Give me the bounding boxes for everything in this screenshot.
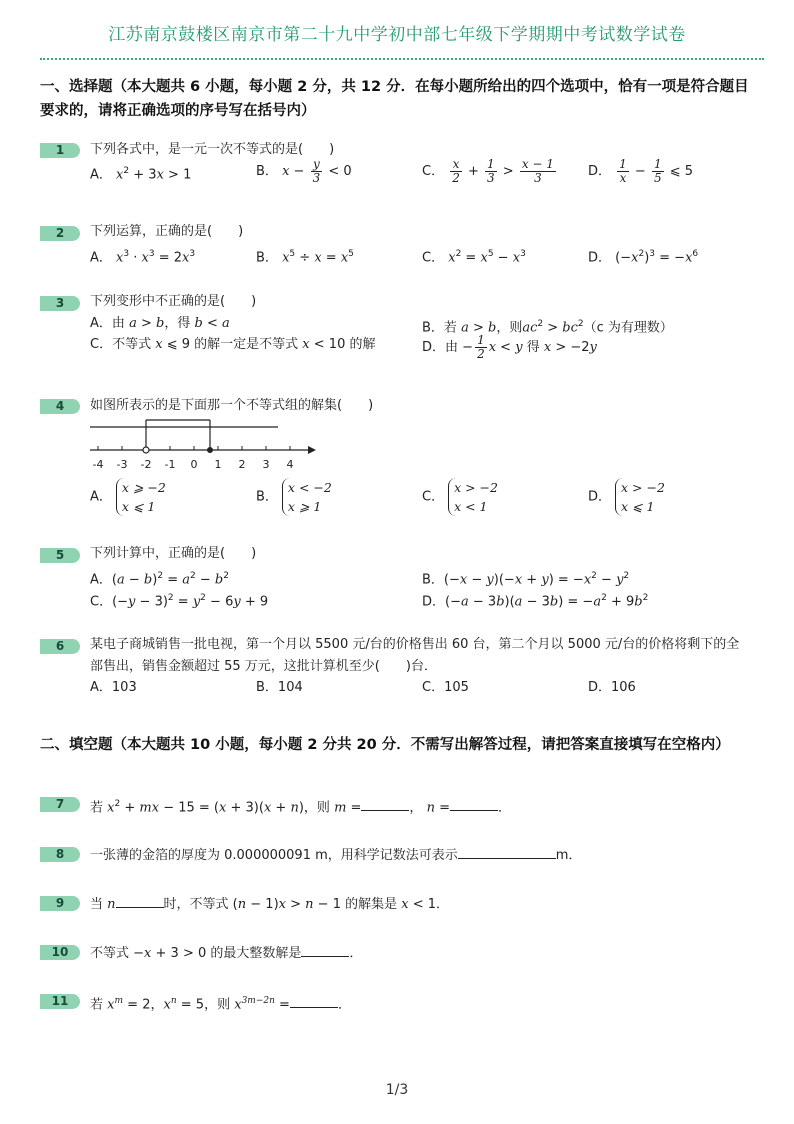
q4-option-b: B．x < −2 x ⩾ 1 [256, 480, 332, 514]
q2-option-c: C． $x^2 = x^5 - x^3$ [422, 249, 526, 266]
q6-option-a: A．103 [90, 680, 137, 695]
q5-option-a: A．$(a - b)^2 = a^2 - b^2$ [90, 571, 229, 588]
answer-blank-q9[interactable] [116, 893, 164, 908]
number-line-tick-label: 3 [262, 458, 270, 471]
question-6-stem: 某电子商城销售一批电视，第一个月以 5500 元/台的价格售出 60 台，第二个月以 5000 元/台的价格将剩下的全部售出，销售金额超过 55 万元，这批计算机至少( )台． [90, 637, 740, 674]
q6-option-d: D．106 [588, 680, 636, 695]
question-number-4: 4 [40, 399, 80, 414]
q2-option-b: B． $x^5 \div x = x^5$ [256, 249, 354, 266]
question-number-7: 7 [40, 797, 80, 812]
q1-option-a: A． $x^2 + 3x > 1$ [90, 166, 192, 183]
question-7-stem: 若 $x^2$ + mx − 15 = (x + 3)(x + n)，则 m = ， n = ． [90, 794, 511, 818]
number-line-tick-label: 2 [238, 458, 246, 471]
question-number-9: 9 [40, 896, 80, 911]
q4-option-a: A．x ⩾ −2 x ⩽ 1 [90, 480, 166, 514]
q5-option-b: B．$(-x - y)(-x + y) = -x^2 - y^2$ [422, 571, 630, 588]
q2-option-d: D． $(-x^2)^3 = -x^6$ [588, 249, 699, 266]
q5-option-c: C．$(-y - 3)^2 = y^2 - 6y + 9$ [90, 593, 269, 610]
question-1-stem: 下列各式中，是一元一次不等式的是( ) [90, 142, 335, 157]
question-4-stem: 如图所表示的是下面那一个不等式组的解集( ) [90, 398, 374, 413]
q6-option-c: C．105 [422, 680, 469, 695]
number-line-tick-label: 1 [214, 458, 222, 471]
question-2-stem: 下列运算，正确的是( ) [90, 224, 244, 239]
q3-option-c: C．不等式 x ⩽ 9 的解一定是不等式 x < 10 的解 [90, 337, 376, 352]
number-line-tick-label: 0 [190, 458, 198, 471]
number-line-tick-label: 4 [286, 458, 294, 471]
axis-arrow-icon [308, 446, 316, 454]
page-number: 1/3 [385, 1082, 409, 1098]
section-2-heading: 二、填空题（本大题共 10 小题，每小题 2 分共 20 分．不需写出解答过程，请把答案直接填写在空格内） [40, 737, 730, 753]
open-point [143, 447, 149, 453]
question-number-2: 2 [40, 226, 80, 241]
question-number-3: 3 [40, 296, 80, 311]
number-line-tick-label: -2 [140, 458, 152, 471]
question-number-6: 6 [40, 639, 80, 654]
question-3-stem: 下列变形中不正确的是( ) [90, 294, 257, 309]
number-line-tick-label: -1 [164, 458, 176, 471]
q3-option-b: B．若 a > b，则$ac^2 > bc^2(c$ 为有理数） [422, 319, 673, 336]
q4-option-d: D．x > −2 x ⩽ 1 [588, 480, 665, 514]
question-10-stem: 不等式 −x + 3 > 0 的最大整数解是 ． [90, 942, 362, 964]
question-5-stem: 下列计算中，正确的是( ) [90, 546, 257, 561]
question-number-8: 8 [40, 847, 80, 862]
q1-option-b: B． x − $\frac{y}{3}$ < 0 [256, 157, 352, 185]
q6-option-b: B．104 [256, 680, 303, 695]
q2-option-a: A． $x^3 \cdot x^3 = 2x^3$ [90, 249, 196, 266]
q3-option-d: D．由 − $\frac{1}{2}$ x < y 得 x > −2y [422, 333, 597, 361]
answer-blank-q8[interactable] [458, 844, 556, 859]
document-title: 江苏南京鼓楼区南京市第二十九中学初中部七年级下学期期中考试数学试卷 [108, 25, 686, 45]
answer-blank-m[interactable] [361, 796, 409, 811]
question-number-11: 11 [40, 994, 80, 1009]
question-8-stem: 一张薄的金箔的厚度为 0.000000091 m，用科学记数法可表示 m． [90, 844, 581, 866]
answer-blank-n[interactable] [450, 796, 498, 811]
question-number-5: 5 [40, 548, 80, 563]
question-11-stem: 若 $x^m = 2$，$x^n = 5$，则 $x^{3m-2n}$ = ． [90, 991, 351, 1015]
question-number-1: 1 [40, 143, 80, 158]
number-line-tick-label: -3 [116, 458, 128, 471]
closed-point [207, 447, 213, 453]
q3-option-a: A．由 a > b，得 b < a [90, 316, 230, 331]
q1-option-c: C． $\frac{x}{2}$ + $\frac{1}{3}$ > $\frac{x - 1}{3}$ [422, 157, 554, 185]
number-line-figure [86, 414, 316, 474]
question-number-10: 10 [40, 945, 80, 960]
q4-option-c: C．x > −2 x < 1 [422, 480, 498, 514]
q5-option-d: D．$(-a - 3b)(a - 3b) = -a^2 + 9b^2$ [422, 593, 649, 610]
answer-blank-q11[interactable] [290, 993, 338, 1008]
section-1-heading: 一、选择题（本大题共 6 小题，每小题 2 分，共 12 分．在每小题所给出的四个选项中，恰有一项是符合题目要求的，请将正确选项的序号写在括号内） [40, 79, 749, 119]
number-line-tick-label: -4 [92, 458, 104, 471]
answer-blank-q10[interactable] [301, 942, 349, 957]
q1-option-d: D． $\frac{1}{x}$ − $\frac{1}{5}$ ⩽ 5 [588, 157, 694, 185]
title-divider [40, 58, 764, 60]
question-9-stem: 当 n 时，不等式 (n − 1)x > n − 1 的解集是 x < 1． [90, 893, 449, 915]
